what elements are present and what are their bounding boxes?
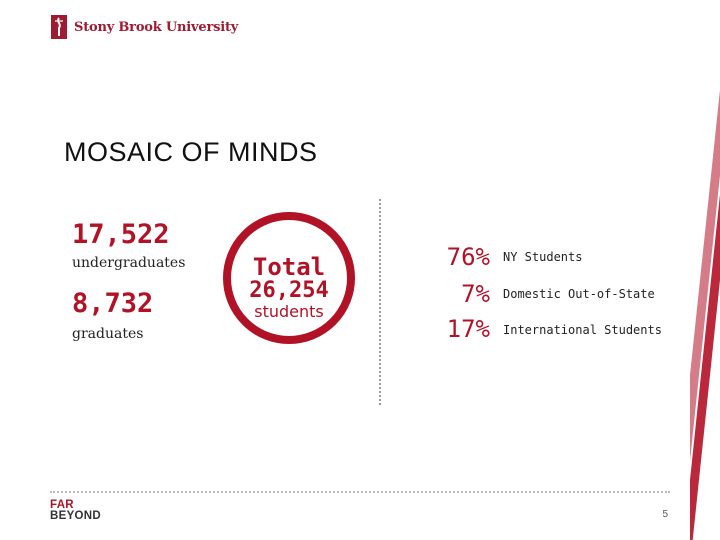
university-logo [50,13,238,41]
total-count: 26,254 [249,278,329,303]
footer-divider [50,491,670,493]
out-of-state-percent: 7% [461,280,490,308]
edge-stripes-decoration [690,0,720,540]
far-beyond-line2: BEYOND [50,510,102,522]
international-label: International Students [503,323,662,337]
vertical-divider [379,199,381,405]
international-percent: 17% [446,315,490,343]
undergraduate-count: 17,522 [72,219,170,250]
total-label: Total [252,253,326,281]
undergraduate-label: undergraduates [72,255,186,271]
far-beyond-line1: FAR [50,499,74,511]
graduate-label: graduates [72,326,144,342]
graduate-count: 8,732 [72,288,154,319]
out-of-state-label: Domestic Out-of-State [503,287,655,301]
ny-students-label: NY Students [503,250,583,264]
ny-students-percent: 76% [446,243,490,271]
slide-title: MOSAIC OF MINDS [64,137,318,167]
university-name: Stony Brook University [74,19,239,35]
far-beyond-logo [50,500,101,522]
torch-icon [50,14,68,40]
total-sublabel: students [254,302,324,321]
total-ring [223,212,355,344]
page-number: 5 [662,509,668,520]
